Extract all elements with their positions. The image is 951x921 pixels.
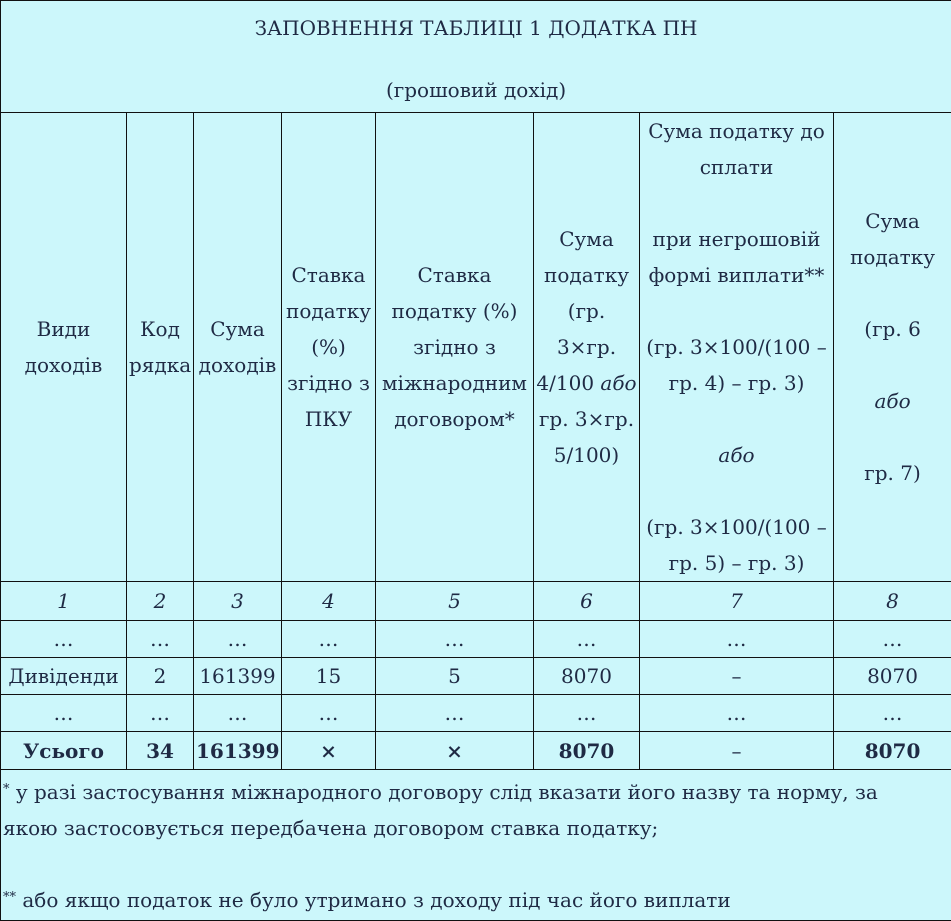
- table-title: ЗАПОВНЕННЯ ТАБЛИЦІ 1 ДОДАТКА ПН: [3, 8, 949, 48]
- table-cell: …: [376, 621, 534, 658]
- table-cell: 5: [376, 658, 534, 695]
- table-cell: …: [834, 621, 951, 658]
- table-cell: …: [1, 621, 127, 658]
- total-cell: 8070: [834, 732, 951, 770]
- total-row: [1, 732, 951, 770]
- table-row-dividends: [1, 658, 951, 695]
- header-income-type: Види доходів: [1, 113, 127, 582]
- column-number: 8: [834, 582, 951, 621]
- header-row-code: Код рядка: [127, 113, 194, 582]
- table-cell: …: [127, 695, 194, 732]
- footnote-1-cont: якою застосовується передбачена договором ставка податку;: [3, 810, 949, 846]
- header-tax-total: Сума податку (гр. 6 або гр. 7): [834, 113, 951, 582]
- table-cell: …: [194, 621, 282, 658]
- table-cell: …: [640, 621, 834, 658]
- column-number: 1: [1, 582, 127, 621]
- total-cell: –: [640, 732, 834, 770]
- table-cell: …: [376, 695, 534, 732]
- column-number: 3: [194, 582, 282, 621]
- footnote-2: ** або якщо податок не було утримано з доходу під час його виплати: [3, 882, 949, 918]
- table-cell: …: [194, 695, 282, 732]
- table-cell: 8070: [834, 658, 951, 695]
- table-cell: …: [534, 621, 640, 658]
- header-tax-rate-pku: Ставка податку (%) згідно з ПКУ: [282, 113, 376, 582]
- header-tax-sum: Сума податку (гр. 3×гр. 4/100 або гр. 3×гр. 5/100): [534, 113, 640, 582]
- column-number: 5: [376, 582, 534, 621]
- table-cell: …: [282, 695, 376, 732]
- table-cell: …: [1, 695, 127, 732]
- footnote-1: * у разі застосування міжнародного договору слід вказати його назву та норму, за: [3, 774, 949, 810]
- table-cell: Дивіденди: [1, 658, 127, 695]
- total-cell: 161399: [194, 732, 282, 770]
- table-cell: …: [282, 621, 376, 658]
- table-cell: 8070: [534, 658, 640, 695]
- table-cell: …: [127, 621, 194, 658]
- table-cell: …: [534, 695, 640, 732]
- table-cell: 15: [282, 658, 376, 695]
- column-number: 7: [640, 582, 834, 621]
- table-cell: –: [640, 658, 834, 695]
- header-tax-payable-nonmonetary: Сума податку до сплати при негрошовій формі виплати** (гр. 3×100/(100 – гр. 4) – гр. 3) або (гр. 3×100/(100 – гр. 5) – гр. 3): [640, 113, 834, 582]
- header-tax-rate-treaty: Ставка податку (%) згідно з міжнародним договором*: [376, 113, 534, 582]
- total-label: Усього: [1, 732, 127, 770]
- table-cell: 2: [127, 658, 194, 695]
- total-cell: 34: [127, 732, 194, 770]
- table-cell: 161399: [194, 658, 282, 695]
- total-cell: ×: [282, 732, 376, 770]
- column-number: 6: [534, 582, 640, 621]
- header-income-sum: Сума доходів: [194, 113, 282, 582]
- table-row: [1, 621, 951, 658]
- table-subtitle: (грошовий дохід): [3, 70, 949, 110]
- table-cell: …: [640, 695, 834, 732]
- total-cell: ×: [376, 732, 534, 770]
- table-title-cell: [1, 1, 951, 113]
- table-row: [1, 695, 951, 732]
- column-number: 2: [127, 582, 194, 621]
- table-cell: …: [834, 695, 951, 732]
- total-cell: 8070: [534, 732, 640, 770]
- column-number: 4: [282, 582, 376, 621]
- footnotes: [1, 770, 951, 921]
- column-numbers-row: [1, 582, 951, 621]
